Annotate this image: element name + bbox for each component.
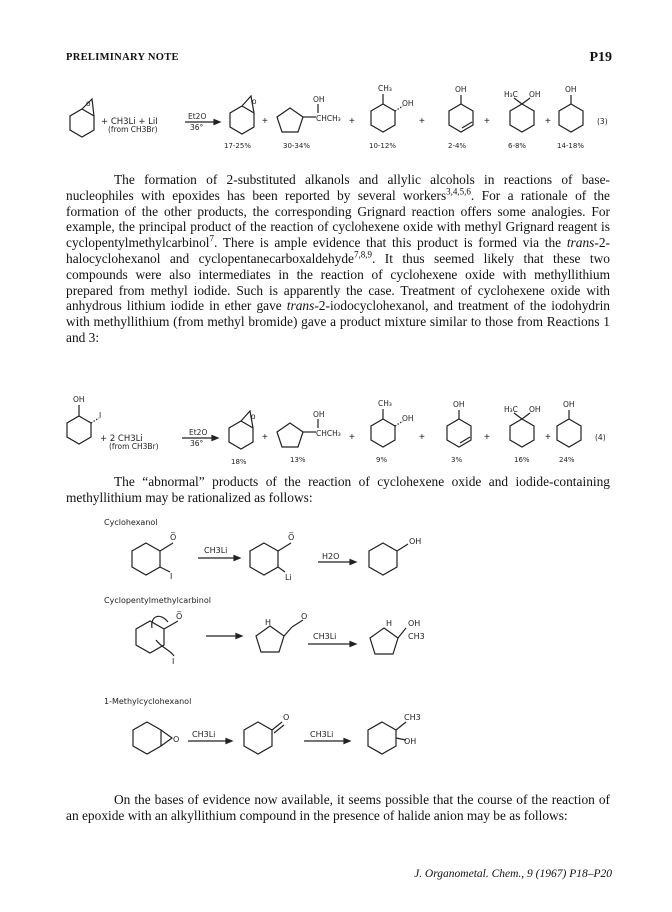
atom-o-minus-2: O̅ (288, 533, 295, 542)
atom-i-2: I (172, 657, 175, 666)
reactant-iodohydrin (67, 416, 91, 444)
solvent-4: Et2O (189, 428, 208, 437)
yield3-4: 2-4% (448, 142, 467, 150)
yield4-1: 18% (231, 458, 247, 466)
svg-text:+: + (262, 116, 268, 127)
svg-text:OH: OH (313, 95, 325, 104)
paragraph-2: The “abnormal” products of the reaction of cyclohexene oxide and iodide-containing methyllithium may be rationalized as follows: (66, 474, 610, 505)
svg-text:OH: OH (453, 400, 465, 409)
svg-text:+: + (419, 116, 425, 127)
product4-6 (557, 419, 581, 447)
svg-text:OH: OH (565, 85, 577, 94)
scheme-4 (67, 395, 606, 466)
scheme-3 (70, 84, 608, 150)
svg-text:+: + (419, 432, 425, 443)
journal-citation: J. Organometal. Chem., 9 (1967) P18–P20 (414, 868, 612, 880)
svg-text:+: + (349, 116, 355, 127)
atom-oh-2: OH (408, 619, 421, 628)
product3-3 (371, 104, 395, 132)
yield3-3: 10-12% (369, 142, 396, 150)
mechanism-methylcyclohexanol (104, 697, 421, 754)
svg-text:H₃C: H₃C (504, 405, 518, 414)
yield3-5: 6-8% (508, 142, 527, 150)
atom-o-minus-3: O̅ (176, 612, 183, 621)
reagent-ch3li-4: CH3Li (310, 730, 334, 739)
svg-text:OH: OH (73, 395, 85, 404)
atom-oh: OH (409, 537, 422, 546)
svg-text:+: + (262, 432, 268, 443)
svg-text:OH: OH (563, 400, 575, 409)
svg-text:o: o (252, 97, 257, 106)
atom-o-epoxide: O (173, 735, 180, 744)
atom-ch3-2: CH3 (404, 713, 421, 722)
reagent-ch3li-1: CH3Li (204, 546, 228, 555)
reagent-ch3li-2: CH3Li (313, 632, 337, 641)
svg-text:OH: OH (402, 99, 414, 108)
source-3: (from CH3Br) (108, 125, 158, 134)
atom-o-minus: O̅ (170, 533, 177, 542)
epoxide-o: o (86, 99, 91, 108)
reagents-4: + 2 CH3Li (100, 434, 143, 444)
product4-3 (371, 419, 395, 447)
reagent-ch3li-3: CH3Li (192, 730, 216, 739)
page-number: P19 (589, 50, 612, 65)
paragraph-3: On the bases of evidence now available, it seems possible that the course of the reaction of an epoxide with an alkyllithium compound in the presence of halide anion may be as follows: (66, 792, 610, 823)
yield3-6: 14-18% (557, 142, 584, 150)
product3-6 (559, 104, 583, 132)
svg-text:+: + (484, 116, 490, 127)
label-cyclohexanol: Cyclohexanol (104, 518, 158, 527)
mechanism-cyclohexanol (104, 518, 421, 582)
svg-text:o: o (251, 412, 256, 421)
label-methylcyclohexanol: 1-Methylcyclohexanol (104, 697, 192, 706)
atom-o: O (301, 612, 308, 621)
reactant-ring (70, 109, 94, 137)
yield4-2: 13% (290, 456, 306, 464)
product4-5 (510, 419, 534, 447)
svg-text:OH: OH (529, 90, 541, 99)
yield4-5: 16% (514, 456, 530, 464)
svg-text:H₃C: H₃C (504, 90, 518, 99)
svg-text:CH₃: CH₃ (378, 399, 392, 408)
yield4-4: 3% (451, 456, 463, 464)
svg-text:+: + (545, 116, 551, 127)
reagents-3: + CH3Li + LiI (101, 117, 158, 127)
svg-text:+: + (484, 432, 490, 443)
svg-text:OH: OH (529, 405, 541, 414)
temp-3: 36° (190, 123, 204, 132)
svg-text:+: + (349, 432, 355, 443)
atom-i: I (170, 572, 173, 581)
atom-o-ketone: O (283, 713, 290, 722)
product3-2 (277, 108, 303, 132)
yield3-2: 30-34% (283, 142, 310, 150)
svg-text:OH: OH (402, 414, 414, 423)
atom-ch3: CH3 (408, 632, 425, 641)
mechanism-cyclopentylmethylcarbinol (104, 596, 425, 666)
yield4-3: 9% (376, 456, 388, 464)
yield3-1: 17-25% (224, 142, 251, 150)
svg-text:OH: OH (313, 410, 325, 419)
product4-4 (447, 419, 471, 447)
label-cyclopentylmethylcarbinol: Cyclopentylmethylcarbinol (104, 596, 211, 605)
source-4: (from CH3Br) (109, 442, 159, 451)
product4-2 (277, 423, 303, 447)
atom-h-2: H (386, 619, 393, 628)
svg-text:OH: OH (455, 85, 467, 94)
equation-number-4: (4) (595, 433, 606, 442)
svg-text:I: I (99, 411, 102, 420)
paragraph-1: The formation of 2-substituted alkanols and allylic alcohols in reactions of base-nucleophiles with epoxides has been reported by several workers$^{3,4,5,6}$. For a rationale of the formation of the other products, the corresponding Grignard reaction offers some analogies. For example, the principal product of the reaction of cyclohexene oxide with methyl Grignard reagent is cyclopentylmethylcarbinol$^7$. There is ample evidence that this product is formed via the trans-2-halocyclohexanol and cyclopentanecarboxaldehyde$^{7,8,9}$. It thus seemed likely that these two compounds were also intermediates in the reaction of cyclohexene oxide with methyllithium prepared from methyl iodide. Such is apparently the case. Treatment of cyclohexene oxide with anhydrous lithium iodide in ether gave trans-2-iodocyclohexanol, and treatment of the iodohydrin with methyllithium (from methyl bromide) gave a product mixture similar to those from Reactions 1 and 3: (66, 172, 610, 345)
atom-oh-3: OH (404, 737, 417, 746)
product3-1 (230, 106, 254, 134)
solvent-3: Et2O (188, 112, 207, 121)
svg-text:CHCH₃: CHCH₃ (316, 114, 341, 123)
product3-5 (510, 104, 534, 132)
svg-text:+: + (545, 432, 551, 443)
equation-number-3: (3) (597, 117, 608, 126)
atom-h: H (265, 618, 272, 627)
product3-4 (449, 104, 473, 132)
temp-4: 36° (190, 439, 204, 448)
product4-1 (229, 421, 253, 449)
running-header: PRELIMINARY NOTE (66, 52, 179, 63)
reagent-h2o: H2O (322, 552, 340, 561)
atom-li: Li (285, 573, 292, 582)
yield4-6: 24% (559, 456, 575, 464)
svg-text:CHCH₃: CHCH₃ (316, 429, 341, 438)
svg-text:CH₃: CH₃ (378, 84, 392, 93)
